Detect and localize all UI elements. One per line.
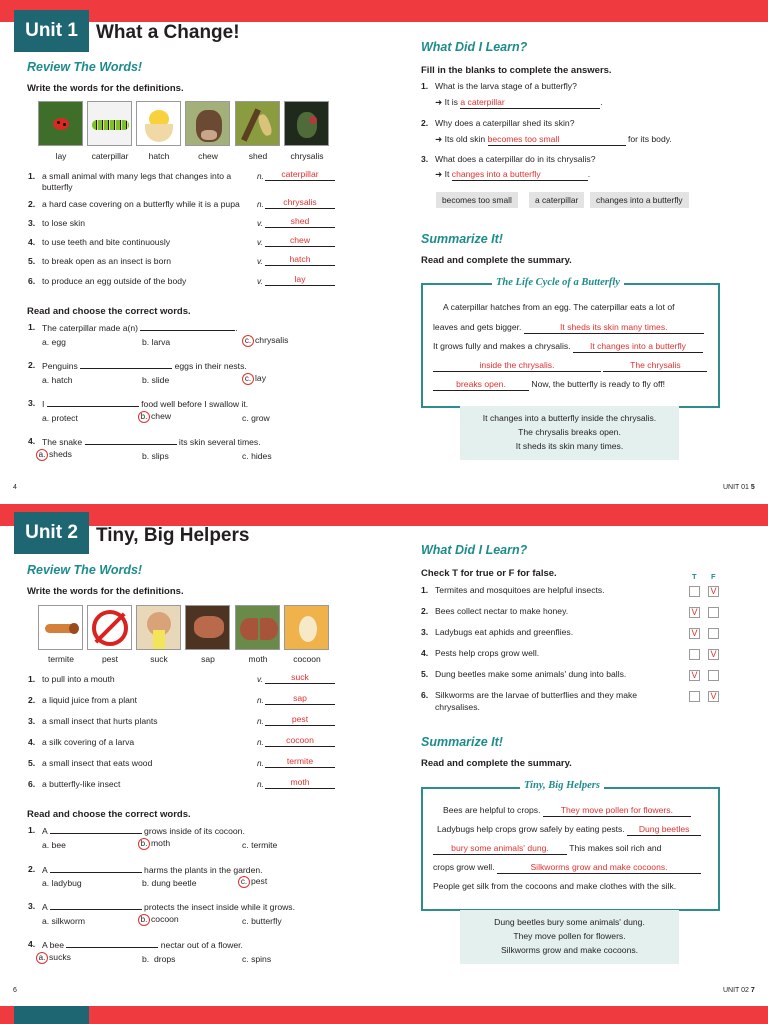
- part-of-speech: v.: [257, 219, 263, 228]
- arrow-icon: ➜: [435, 134, 443, 144]
- mcq-choice-selected[interactable]: b. chew: [138, 411, 171, 423]
- suck-picture: [136, 605, 181, 650]
- mcq-choice-selected[interactable]: c. pest: [238, 876, 267, 888]
- picture-label-chew: chew: [198, 151, 218, 161]
- part-of-speech: n.: [257, 200, 264, 209]
- hint-line: It changes into a butterfly inside the chrysalis.: [482, 413, 657, 423]
- false-checkbox[interactable]: V: [708, 691, 719, 702]
- part-of-speech: n.: [257, 172, 264, 181]
- answer-line[interactable]: The chrysalis: [603, 360, 707, 372]
- picture-label-sap: sap: [201, 654, 215, 664]
- unit2-summary-instr: Read and complete the summary.: [421, 758, 572, 769]
- page-number: UNIT 02 7: [723, 987, 755, 994]
- picture-label-cocoon: cocoon: [293, 654, 321, 664]
- answer-line[interactable]: termite: [265, 756, 335, 768]
- false-checkbox[interactable]: V: [708, 586, 719, 597]
- mcq-choice-selected[interactable]: c. lay: [242, 373, 266, 385]
- answer-circle: c.: [242, 335, 254, 347]
- answer-circle: a.: [36, 952, 48, 964]
- unit1-write-instr: Write the words for the definitions.: [27, 83, 184, 94]
- true-checkbox[interactable]: [689, 691, 700, 702]
- false-checkbox[interactable]: [708, 607, 719, 618]
- answer-circle: c.: [238, 876, 250, 888]
- true-checkbox[interactable]: [689, 586, 700, 597]
- word-chip[interactable]: becomes too small: [436, 192, 518, 208]
- unit1-title: What a Change!: [96, 22, 240, 43]
- answer-circle: b.: [138, 914, 150, 926]
- learn-answer: ➜ It changes into a butterfly .: [435, 169, 591, 179]
- unit2-write-instr: Write the words for the definitions.: [27, 586, 184, 597]
- arrow-icon: ➜: [435, 169, 443, 179]
- summary-line: crops grow well. Silkworms grow and make cocoons.: [433, 862, 701, 874]
- unit2-summarize-title: Summarize It!: [421, 735, 503, 749]
- top-red-bar: [0, 0, 768, 22]
- answer-line[interactable]: It sheds its skin many times.: [524, 322, 704, 334]
- mcq-choice[interactable]: c. hides: [242, 451, 272, 461]
- summary-line: [433, 360, 707, 372]
- part-of-speech: n.: [257, 759, 264, 768]
- ladybug-eggs-picture: [38, 101, 83, 146]
- answer-line[interactable]: hatch: [265, 254, 335, 266]
- mcq-choice[interactable]: a. protect: [42, 413, 78, 423]
- answer-line[interactable]: lay: [265, 274, 335, 286]
- part-of-speech: v.: [257, 238, 263, 247]
- answer-line[interactable]: It changes into a butterfly: [573, 341, 703, 353]
- bottom-teal-tab: [14, 1006, 89, 1024]
- answer-line[interactable]: They move pollen for flowers.: [543, 805, 691, 817]
- summary-line: It grows fully and makes a chrysalis. It changes into a butterfly: [433, 341, 703, 353]
- unit2-tf-instr: Check T for true or F for false.: [421, 568, 557, 579]
- page-number: 6: [13, 987, 17, 994]
- part-of-speech: n.: [257, 780, 264, 789]
- answer-line[interactable]: Dung beetles: [627, 824, 701, 836]
- cow-chewing-picture: [185, 101, 230, 146]
- middle-red-bar: [0, 504, 768, 526]
- sap-picture: [185, 605, 230, 650]
- mcq-choice[interactable]: c. spins: [242, 954, 272, 964]
- unit1-review-title: Review The Words!: [27, 60, 143, 74]
- summary-line: People get silk from the cocoons and make clothes with the silk.: [433, 881, 677, 891]
- answer-line[interactable]: sap: [265, 693, 335, 705]
- part-of-speech: v.: [257, 675, 263, 684]
- picture-label-shed: shed: [248, 151, 268, 161]
- mcq-choice-selected[interactable]: c. chrysalis: [242, 335, 288, 347]
- chrysalis-picture: [284, 101, 329, 146]
- picture-label-suck: suck: [150, 654, 168, 664]
- false-checkbox[interactable]: [708, 628, 719, 639]
- mcq-choice-selected[interactable]: b. cocoon: [138, 914, 179, 926]
- hint-line: They move pollen for flowers.: [513, 931, 626, 941]
- hint-line: It sheds its skin many times.: [515, 441, 624, 451]
- answer-line[interactable]: breaks open.: [433, 379, 529, 391]
- mcq-choice[interactable]: a. egg: [42, 337, 66, 347]
- mcq-choice-selected[interactable]: a. sucks: [36, 952, 71, 964]
- answer-circle: a.: [36, 449, 48, 461]
- mcq-choice[interactable]: c. grow: [242, 413, 270, 423]
- hatching-chick-picture: [136, 101, 181, 146]
- unit2-title: Tiny, Big Helpers: [96, 525, 250, 546]
- summary-line: leaves and gets bigger. It sheds its skin many times.: [433, 322, 704, 334]
- mcq-choice[interactable]: c. termite: [242, 840, 278, 850]
- tf-header-true: T: [692, 572, 697, 581]
- answer-line[interactable]: shed: [265, 216, 335, 228]
- unit1-tab: Unit 1: [14, 10, 89, 52]
- summary-line: bury some animals' dung. This makes soil rich and: [433, 843, 661, 855]
- picture-label-caterpillar: caterpillar: [91, 151, 129, 161]
- true-checkbox[interactable]: V: [689, 607, 700, 618]
- learn-answer: ➜ It is a caterpillar .: [435, 97, 603, 107]
- termite-picture: [38, 605, 83, 650]
- answer-line[interactable]: changes into a butterfly: [452, 169, 588, 181]
- mcq-choice[interactable]: b. larva: [142, 337, 171, 347]
- part-of-speech: n.: [257, 696, 264, 705]
- picture-label-termite: termite: [48, 654, 74, 664]
- summary-line: Ladybugs help crops grow safely by eating pests. Dung beetles: [437, 824, 701, 836]
- learn-answer: ➜ Its old skin becomes too small for its body.: [435, 134, 672, 144]
- answer-line[interactable]: moth: [265, 777, 335, 789]
- unit1-summarize-title: Summarize It!: [421, 232, 503, 246]
- part-of-speech: v.: [257, 257, 263, 266]
- unit2-hint-box: [460, 910, 679, 964]
- page-number: 4: [13, 484, 17, 491]
- mcq-choice[interactable]: b. slide: [142, 375, 170, 385]
- true-checkbox[interactable]: V: [689, 628, 700, 639]
- true-checkbox[interactable]: V: [689, 670, 700, 681]
- unit1-fill-instr: Fill in the blanks to complete the answers.: [421, 65, 612, 76]
- bottom-red-bar: [0, 1006, 768, 1024]
- mcq-choice[interactable]: a. bee: [42, 840, 66, 850]
- pest-picture: [87, 605, 132, 650]
- answer-line[interactable]: a caterpillar: [460, 97, 600, 109]
- mcq-choice[interactable]: b. dung beetle: [142, 878, 197, 888]
- picture-label-pest: pest: [101, 654, 119, 664]
- answer-line[interactable]: becomes too small: [488, 134, 626, 146]
- answer-line[interactable]: suck: [265, 672, 335, 684]
- unit1-choose-instr: Read and choose the correct words.: [27, 306, 191, 317]
- hint-line: Dung beetles bury some animals' dung.: [494, 917, 645, 927]
- arrow-icon: ➜: [435, 97, 443, 107]
- mcq-choice[interactable]: c. butterfly: [242, 916, 282, 926]
- false-checkbox[interactable]: [708, 670, 719, 681]
- summary-line: breaks open. Now, the butterfly is ready to fly off!: [433, 379, 665, 391]
- true-checkbox[interactable]: [689, 649, 700, 660]
- part-of-speech: n.: [257, 717, 264, 726]
- cocoon-picture: [284, 605, 329, 650]
- answer-line[interactable]: cocoon: [265, 735, 335, 747]
- unit2-choose-instr: Read and choose the correct words.: [27, 809, 191, 820]
- mcq-choice-selected[interactable]: b. moth: [138, 838, 170, 850]
- picture-label-hatch: hatch: [148, 151, 170, 161]
- unit1-learn-title: What Did I Learn?: [421, 40, 528, 54]
- summary-line: Bees are helpful to crops. They move pollen for flowers.: [443, 805, 691, 817]
- answer-line[interactable]: inside the chrysalis.: [433, 360, 601, 372]
- unit1-summary-instr: Read and complete the summary.: [421, 255, 572, 266]
- answer-line[interactable]: pest: [265, 714, 335, 726]
- answer-circle: b.: [138, 838, 150, 850]
- false-checkbox[interactable]: V: [708, 649, 719, 660]
- mcq-choice-selected[interactable]: a. sheds: [36, 449, 72, 461]
- unit2-tab: Unit 2: [14, 512, 89, 554]
- unit1-summary-box-title: The Life Cycle of a Butterfly: [492, 277, 624, 288]
- picture-label-chrysalis: chrysalis: [290, 151, 324, 161]
- mcq-choice[interactable]: b. slips: [142, 451, 169, 461]
- summary-line: A caterpillar hatches from an egg. The caterpillar eats a lot of: [443, 302, 675, 312]
- mcq-choice[interactable]: b. drops: [142, 954, 176, 964]
- picture-label-lay: lay: [55, 151, 67, 161]
- answer-line[interactable]: chrysalis: [265, 197, 335, 209]
- moth-picture: [235, 605, 280, 650]
- mcq-choice[interactable]: a. hatch: [42, 375, 73, 385]
- hint-line: The chrysalis breaks open.: [518, 427, 621, 437]
- tf-header-false: F: [711, 572, 716, 581]
- answer-line[interactable]: chew: [265, 235, 335, 247]
- hint-line: Silkworms grow and make cocoons.: [500, 945, 639, 955]
- answer-line[interactable]: bury some animals' dung.: [433, 843, 567, 855]
- mcq-choice[interactable]: a. ladybug: [42, 878, 82, 888]
- page-number: UNIT 01 5: [723, 484, 755, 491]
- caterpillar-picture: [87, 101, 132, 146]
- picture-label-moth: moth: [248, 654, 268, 664]
- unit1-hint-box: [460, 406, 679, 460]
- answer-line[interactable]: caterpillar: [265, 169, 335, 181]
- unit2-learn-title: What Did I Learn?: [421, 543, 528, 557]
- part-of-speech: v.: [257, 277, 263, 286]
- part-of-speech: n.: [257, 738, 264, 747]
- unit2-review-title: Review The Words!: [27, 563, 143, 577]
- mcq-choice[interactable]: a. silkworm: [42, 916, 85, 926]
- shedding-insect-picture: [235, 101, 280, 146]
- answer-line[interactable]: Silkworms grow and make cocoons.: [497, 862, 701, 874]
- word-chip[interactable]: changes into a butterfly: [590, 192, 689, 208]
- answer-circle: b.: [138, 411, 150, 423]
- word-chip[interactable]: a caterpillar: [529, 192, 584, 208]
- unit2-summary-box-title: Tiny, Big Helpers: [520, 780, 604, 791]
- answer-circle: c.: [242, 373, 254, 385]
